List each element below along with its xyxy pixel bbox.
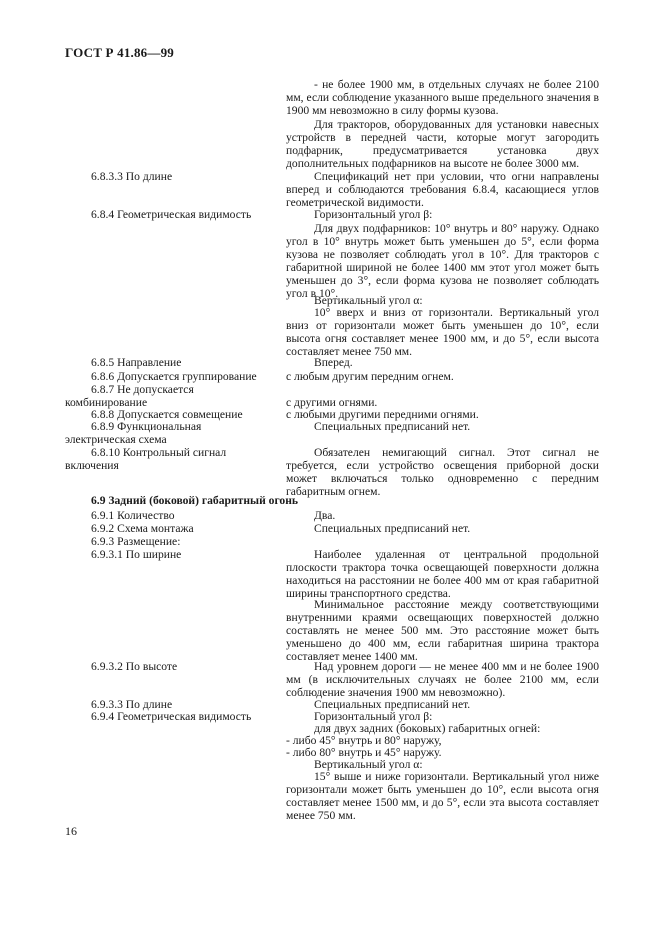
paragraph-length-spec: Спецификаций нет при условии, что огни направлены вперед и соблюдаются требования 6.8.4, касающиеся углов геометрической видимости. <box>286 170 599 209</box>
paragraph-option-two: - либо 80° внутрь и 45° наружу. <box>286 746 442 759</box>
paragraph-arrangement: Специальных предписаний нет. <box>314 522 471 535</box>
label-689: 6.8.9 Функциональная <box>91 420 202 433</box>
paragraph-vertical-values: 10° вверх и вниз от горизонтали. Вертикальный угол вниз от горизонтали может быть уменьшен до 10°, если высота огня составляет менее 1900 мм, и до 5°, если высота составляет менее 750 мм. <box>286 306 599 358</box>
label-693: 6.9.3 Размещение: <box>91 535 181 548</box>
paragraph-tell-tale: Обязателен немигающий сигнал. Этот сигнал не требуется, если устройство освещения приборной доски может включаться только одновременно с передним габаритным огнем. <box>286 446 599 498</box>
paragraph-direction: Вперед. <box>314 356 353 369</box>
section-title: 6.9 Задний (боковой) габаритный огонь <box>91 494 299 507</box>
label-694: 6.9.4 Геометрическая видимость <box>91 710 252 723</box>
paragraph-vertical-angle-rear: Вертикальный угол α: <box>314 758 423 771</box>
label-6932: 6.9.3.2 По высоте <box>91 660 178 673</box>
label-6833: 6.8.3.3 По длине <box>91 170 173 183</box>
paragraph-two-lamps: Для двух подфарников: 10° внутрь и 80° наружу. Однако угол в 10° внутрь может быть уменьшен до 5°, если форма кузова не позволяет соблюдать угол в 10°. Для тракторов с габаритной шириной не более 1400 мм этот угол может быть уменьшен до 3°, если форма кузова не позволяет соблюдать угол в 10°. <box>286 222 599 300</box>
paragraph-two-rear-lamps: для двух задних (боковых) габаритных огней: <box>314 722 541 735</box>
paragraph-height-position: Над уровнем дороги — не менее 400 мм и не более 1900 мм (в исключительных случаях не более 2100 мм, если соблюдение значения 1900 мм невозможно). <box>286 660 599 699</box>
label-688: 6.8.8 Допускается совмещение <box>91 408 243 421</box>
label-6933: 6.9.3.3 По длине <box>91 698 173 711</box>
document-header: ГОСТ Р 41.86—99 <box>65 45 174 60</box>
paragraph-length-position: Специальных предписаний нет. <box>314 698 471 711</box>
paragraph-max-height: - не более 1900 мм, в отдельных случаях не более 2100 мм, если соблюдение указанного выше предельного значения в 1900 мм невозможно в силу формы кузова. <box>286 78 599 117</box>
label-684: 6.8.4 Геометрическая видимость <box>91 208 252 221</box>
paragraph-horizontal-angle: Горизонтальный угол β: <box>314 208 433 221</box>
label-6810: 6.8.10 Контрольный сигнал <box>91 446 227 459</box>
label-6931: 6.9.3.1 По ширине <box>91 548 182 561</box>
paragraph-horizontal-angle-rear: Горизонтальный угол β: <box>314 710 433 723</box>
label-692: 6.9.2 Схема монтажа <box>91 522 194 535</box>
paragraph-vertical-values-rear: 15° выше и ниже горизонтали. Вертикальный угол ниже горизонтали может быть уменьшен до 10°, если высота огня составляет менее 1500 мм, и до 5°, если эта высота составляет менее 750 мм. <box>286 770 599 822</box>
paragraph-min-distance: Минимальное расстояние между соответствующими внутренними краями освещающих поверхностей должно составлять не менее 500 мм. Это расстояние может быть уменьшено до 400 мм, если габаритная ширина трактора составляет менее 1400 мм. <box>286 598 599 663</box>
label-687: 6.8.7 Не допускается <box>91 383 194 396</box>
paragraph-reciprocal: с любыми другими передними огнями. <box>286 408 479 421</box>
label-6810-cont: включения <box>65 459 119 472</box>
label-686: 6.8.6 Допускается группирование <box>91 370 257 383</box>
label-691: 6.9.1 Количество <box>91 509 175 522</box>
paragraph-vertical-angle: Вертикальный угол α: <box>314 294 423 307</box>
page-number: 16 <box>65 824 77 838</box>
paragraph-grouping: с любым другим передним огнем. <box>286 370 454 383</box>
paragraph-extra-lamps: Для тракторов, оборудованных для установки навесных устройств в передней части, которые могут загородить подфарник, предусматривается установка двух дополнительных подфарников на высоте не более 3000 мм. <box>286 118 599 170</box>
label-687-cont: комбинирование <box>65 396 148 409</box>
paragraph-option-one: - либо 45° внутрь и 80° наружу, <box>286 734 442 747</box>
paragraph-combination: с другими огнями. <box>286 396 378 409</box>
paragraph-width-position: Наиболее удаленная от центральной продольной плоскости трактора точка освещающей поверхности должна находиться на расстоянии не более 400 мм от края габаритной ширины транспортного средства. <box>286 548 599 600</box>
paragraph-circuit: Специальных предписаний нет. <box>314 420 471 433</box>
paragraph-number: Два. <box>314 509 336 522</box>
label-689-cont: электрическая схема <box>65 433 167 446</box>
label-685: 6.8.5 Направление <box>91 356 182 369</box>
